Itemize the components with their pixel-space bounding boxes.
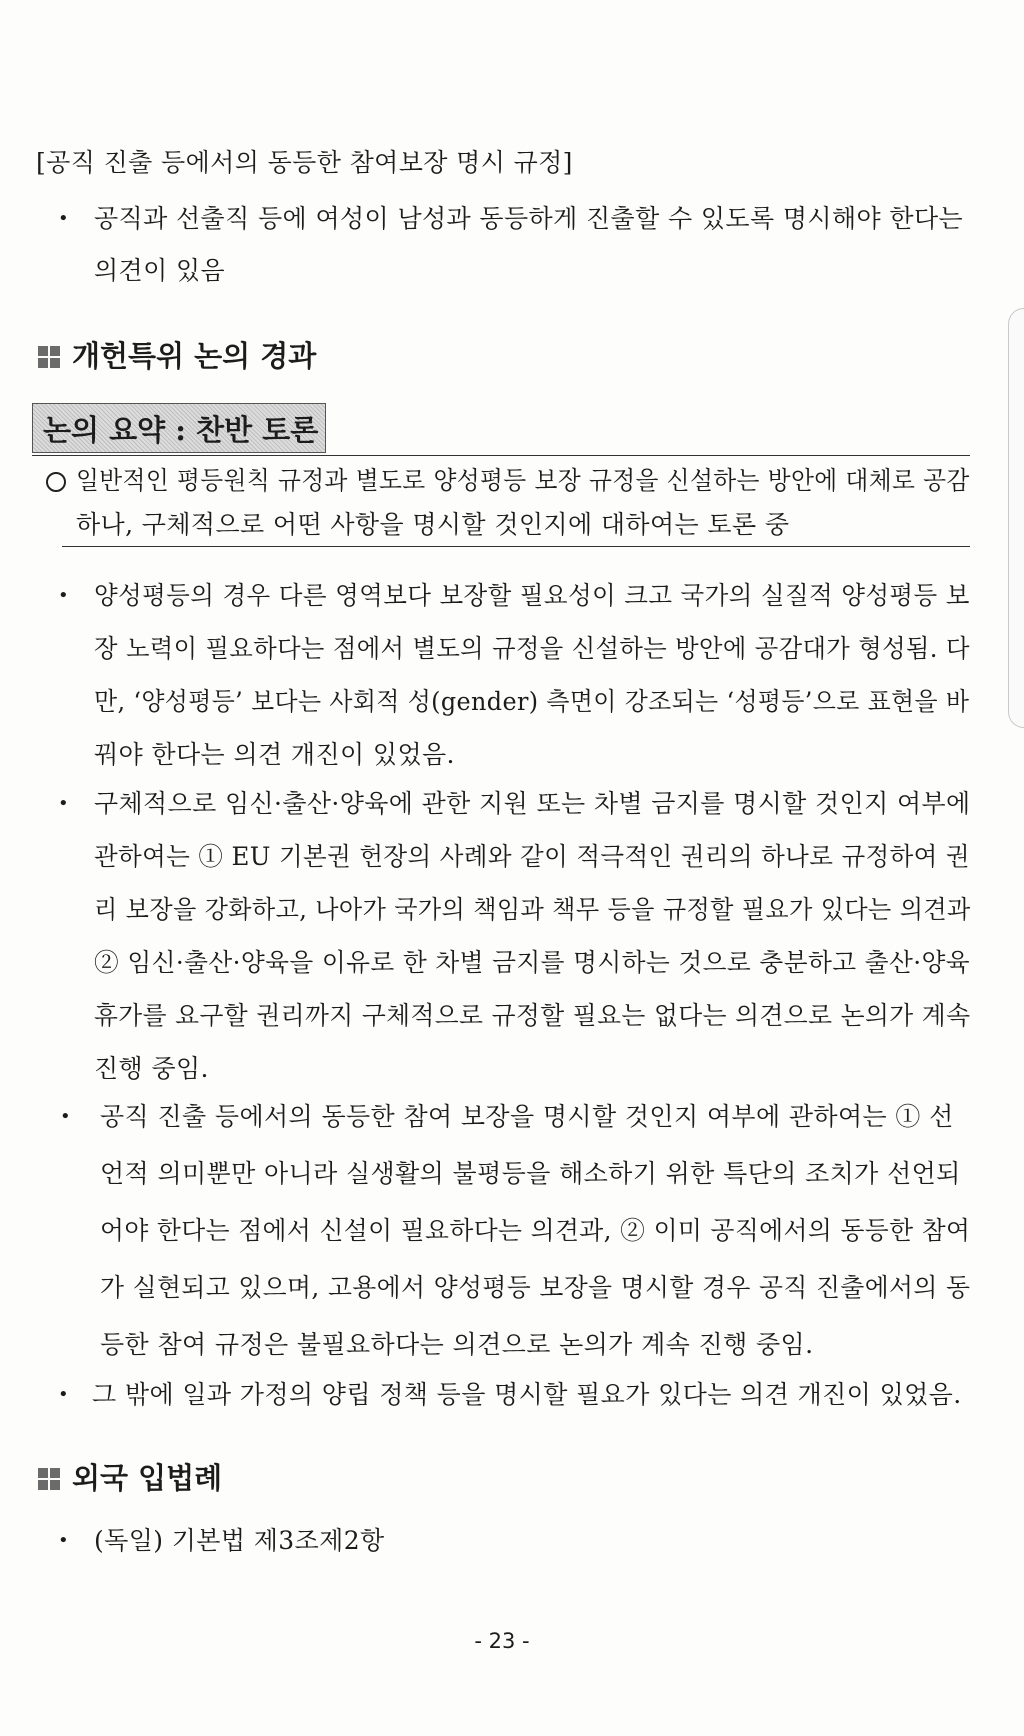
grid-square-icon — [38, 1468, 60, 1490]
page-number: - 23 - — [474, 1629, 530, 1653]
bullet-2-line-1: 구체적으로 임신·출산·양육에 관한 지원 또는 차별 금지를 명시할 것인지 여부에 — [94, 789, 971, 818]
bullet-1-line-2: 장 노력이 필요하다는 점에서 별도의 규정을 신설하는 방안에 공감대가 형성됨. 다 — [94, 634, 970, 663]
summary-label-box — [32, 403, 326, 453]
circle-bullet-icon — [46, 472, 66, 492]
summary-line-2: 하나, 구체적으로 어떤 사항을 명시할 것인지에 대하여는 토론 중 — [76, 510, 790, 539]
grid-square-icon — [38, 346, 60, 368]
bullet-dot: • — [58, 793, 69, 814]
summary-bottom-rule — [62, 546, 970, 547]
summary-line-1: 일반적인 평등원칙 규정과 별도로 양성평등 보장 규정을 신설하는 방안에 대체로 공감 — [76, 466, 970, 495]
bullet-2-line-4: ② 임신·출산·양육을 이유로 한 차별 금지를 명시하는 것으로 충분하고 출산·양육 — [94, 948, 970, 977]
heading-progress-text: 개헌특위 논의 경과 — [72, 339, 317, 373]
bullet-3-line-4: 가 실현되고 있으며, 고용에서 양성평등 보장을 명시할 경우 공직 진출에서의 동 — [100, 1273, 971, 1302]
bullet-2-line-6: 진행 중임. — [94, 1054, 209, 1083]
intro-bullet-line-1: 공직과 선출직 등에 여성이 남성과 동등하게 진출할 수 있도록 명시해야 한다는 — [94, 204, 964, 233]
heading-foreign-text: 외국 입법례 — [72, 1461, 223, 1495]
bullet-3-line-3: 어야 한다는 점에서 신설이 필요하다는 의견과, ② 이미 공직에서의 동등한 참여 — [100, 1216, 971, 1245]
bullet-3-line-5: 등한 참여 규정은 불필요하다는 의견으로 논의가 계속 진행 중임. — [100, 1330, 814, 1359]
bullet-dot: • — [58, 1384, 69, 1405]
intro-bullet-line-2: 의견이 있음 — [94, 256, 226, 285]
section-title: [공직 진출 등에서의 동등한 참여보장 명시 규정] — [36, 148, 573, 177]
bullet-1-line-4: 꿔야 한다는 의견 개진이 있었음. — [94, 740, 455, 769]
bullet-dot: • — [58, 1530, 69, 1551]
foreign-bullet: (독일) 기본법 제3조제2항 — [94, 1526, 385, 1555]
bullet-2-line-5: 휴가를 요구할 권리까지 구체적으로 규정할 필요는 없다는 의견으로 논의가 계속 — [94, 1001, 971, 1030]
bullet-3-line-2: 언적 의미뿐만 아니라 실생활의 불평등을 해소하기 위한 특단의 조치가 선언되 — [100, 1159, 961, 1188]
bullet-dot: • — [58, 585, 69, 606]
heading-progress — [38, 339, 317, 373]
summary-label: 논의 요약 : 찬반 토론 — [43, 412, 319, 447]
heading-foreign — [38, 1461, 223, 1495]
bullet-4-line-1: 그 밖에 일과 가정의 양립 정책 등을 명시할 필요가 있다는 의견 개진이 있었음. — [92, 1380, 962, 1409]
bullet-3-line-1: 공직 진출 등에서의 동등한 참여 보장을 명시할 것인지 여부에 관하여는 ① 선 — [100, 1102, 954, 1131]
page-edge-tab — [1008, 308, 1024, 728]
bullet-dot: • — [60, 1106, 71, 1127]
bullet-1-line-1: 양성평등의 경우 다른 영역보다 보장할 필요성이 크고 국가의 실질적 양성평등 보 — [94, 581, 970, 610]
bullet-dot: • — [58, 208, 69, 229]
bullet-1-line-3: 만, ‘양성평등’ 보다는 사회적 성(gender) 측면이 강조되는 ‘성평등’으로 표현을 바 — [94, 687, 970, 716]
bullet-2-line-3: 리 보장을 강화하고, 나아가 국가의 책임과 책무 등을 규정할 필요가 있다는 의견과 — [94, 895, 971, 924]
summary-top-rule — [32, 455, 970, 456]
bullet-2-line-2: 관하여는 ① EU 기본권 헌장의 사례와 같이 적극적인 권리의 하나로 규정하여 권 — [94, 842, 970, 871]
